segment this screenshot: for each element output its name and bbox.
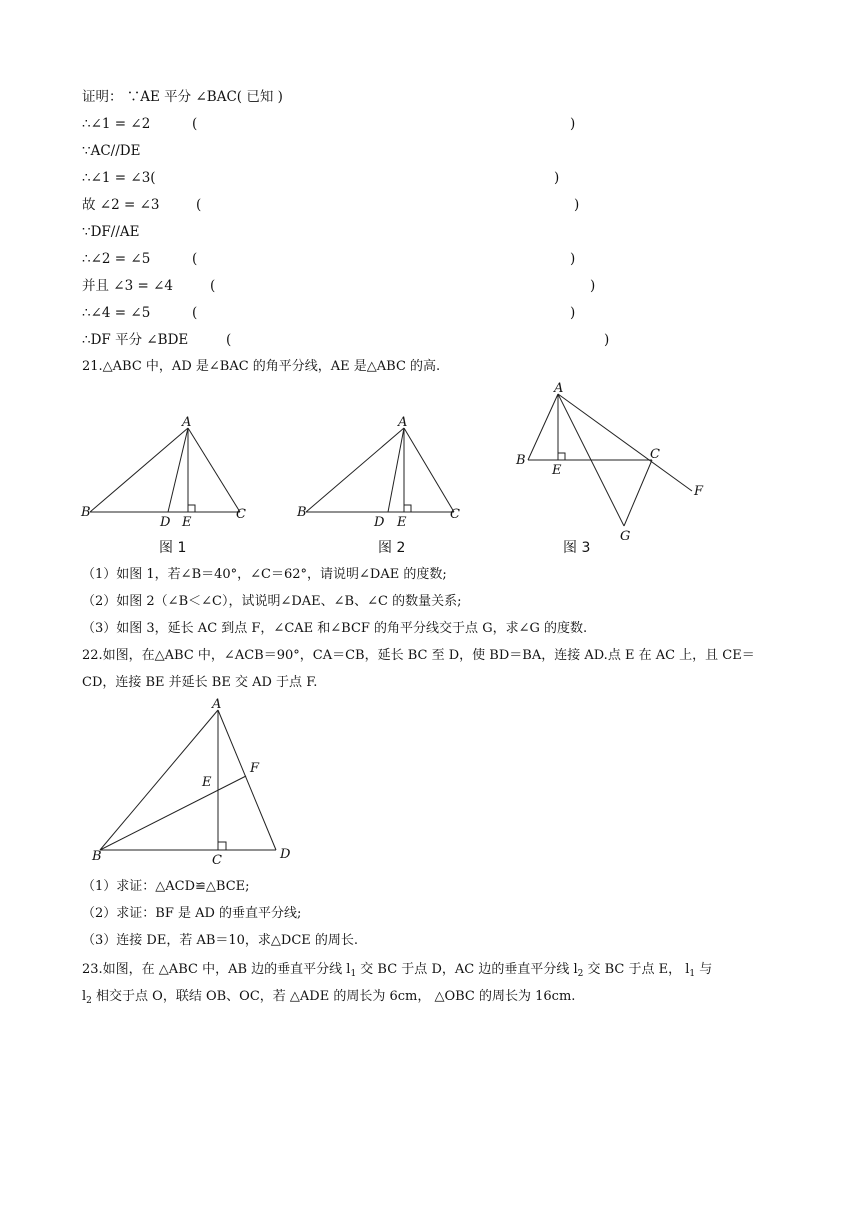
fig1-label-b: B [81, 505, 91, 520]
q21-figure-3 [512, 378, 712, 548]
proof-reason-close-10: ) [604, 332, 610, 348]
q22-part-2: （2）求证：BF 是 AD 的垂直平分线; [82, 906, 302, 921]
q21-figure-1 [78, 410, 258, 530]
q21-figure-2 [292, 410, 472, 530]
q22-part-1: （1）求证：△ACD≌△BCE; [82, 879, 250, 894]
proof-line-1: 证明： ∵AE 平分 ∠BAC( 已知 ) [82, 89, 283, 105]
fig2-label-e: E [397, 515, 407, 530]
fig2-label-c: C [450, 507, 460, 522]
fig1-label-e: E [182, 515, 192, 530]
fig1-label-c: C [236, 507, 246, 522]
proof-line-2: ∴∠1 = ∠2 [82, 116, 151, 132]
q21-part-1: （1）如图 1，若∠B＝40°，∠C＝62°，请说明∠DAE 的度数; [82, 567, 447, 582]
proof-reason-open-9: ( [192, 305, 198, 321]
proof-line-5: 故 ∠2 = ∠3 [82, 197, 160, 213]
proof-line-4: ∴∠1 = ∠3( [82, 170, 156, 186]
fig3-label-e: E [552, 463, 562, 478]
fig3-label-b: B [516, 453, 526, 468]
proof-line-8: 并且 ∠3 = ∠4 [82, 278, 173, 294]
q22-label-f: F [250, 761, 260, 776]
q21-part-3: （3）如图 3，延长 AC 到点 F，∠CAE 和∠BCF 的角平分线交于点 G，求∠G 的度数. [82, 621, 588, 636]
q23-stem-line-2: $l_2$ 相交于点 O，联结 OB、OC，若 △ADE 的周长为 6cm， △OBC 的周长为 16cm. [82, 989, 576, 1006]
proof-reason-close-7: ) [570, 251, 576, 267]
proof-reason-close-9: ) [570, 305, 576, 321]
proof-line-7: ∴∠2 = ∠5 [82, 251, 151, 267]
q22-label-b: B [92, 849, 102, 864]
q22-stem-line-1: 22.如图，在△ABC 中，∠ACB＝90°，CA＝CB，延长 BC 至 D，使 BD＝BA，连接 AD.点 E 在 AC 上，且 CE＝ [82, 648, 755, 663]
q22-stem-line-2: CD，连接 BE 并延长 BE 交 AD 于点 F. [82, 675, 318, 690]
fig2-label-a: A [398, 415, 408, 430]
proof-line-6: ∵DF//AE [82, 224, 140, 240]
fig2-label-d: D [374, 515, 385, 530]
proof-reason-open-5: ( [196, 197, 202, 213]
proof-reason-close-4: ) [554, 170, 560, 186]
proof-reason-close-5: ) [574, 197, 580, 213]
q21-part-2: （2）如图 2（∠B＜∠C），试说明∠DAE、∠B、∠C 的数量关系; [82, 594, 462, 609]
q22-label-c: C [212, 853, 222, 868]
fig2-caption: 图 2 [378, 540, 406, 556]
proof-line-9: ∴∠4 = ∠5 [82, 305, 151, 321]
proof-reason-open-10: ( [226, 332, 232, 348]
q22-label-e: E [202, 775, 212, 790]
q21-stem: 21.△ABC 中，AD 是∠BAC 的角平分线，AE 是△ABC 的高. [82, 359, 441, 374]
fig3-label-g: G [620, 529, 631, 544]
fig2-label-b: B [297, 505, 307, 520]
q22-label-a: A [212, 697, 222, 712]
proof-reason-open-8: ( [210, 278, 216, 294]
proof-reason-close-2: ) [570, 116, 576, 132]
proof-line-10: ∴DF 平分 ∠BDE [82, 332, 189, 348]
fig1-caption: 图 1 [159, 540, 187, 556]
proof-reason-open-7: ( [192, 251, 198, 267]
proof-reason-close-8: ) [590, 278, 596, 294]
proof-line-3: ∵AC//DE [82, 143, 141, 159]
fig1-label-a: A [182, 415, 192, 430]
q22-figure [88, 698, 308, 870]
q22-part-3: （3）连接 DE，若 AB＝10，求△DCE 的周长. [82, 933, 359, 948]
fig3-label-a: A [554, 381, 564, 396]
fig3-label-c: C [650, 447, 660, 462]
q23-stem-line-1: 23.如图，在 △ABC 中，AB 边的垂直平分线 $l_1$ 交 BC 于点 D，AC 边的垂直平分线 $l_2$ 交 BC 于点 E， $l_1$ 与 [82, 962, 713, 979]
fig3-caption: 图 3 [563, 540, 591, 556]
q22-label-d: D [280, 847, 291, 862]
fig1-label-d: D [160, 515, 171, 530]
fig3-label-f: F [694, 484, 704, 499]
proof-reason-open-2: ( [192, 116, 198, 132]
